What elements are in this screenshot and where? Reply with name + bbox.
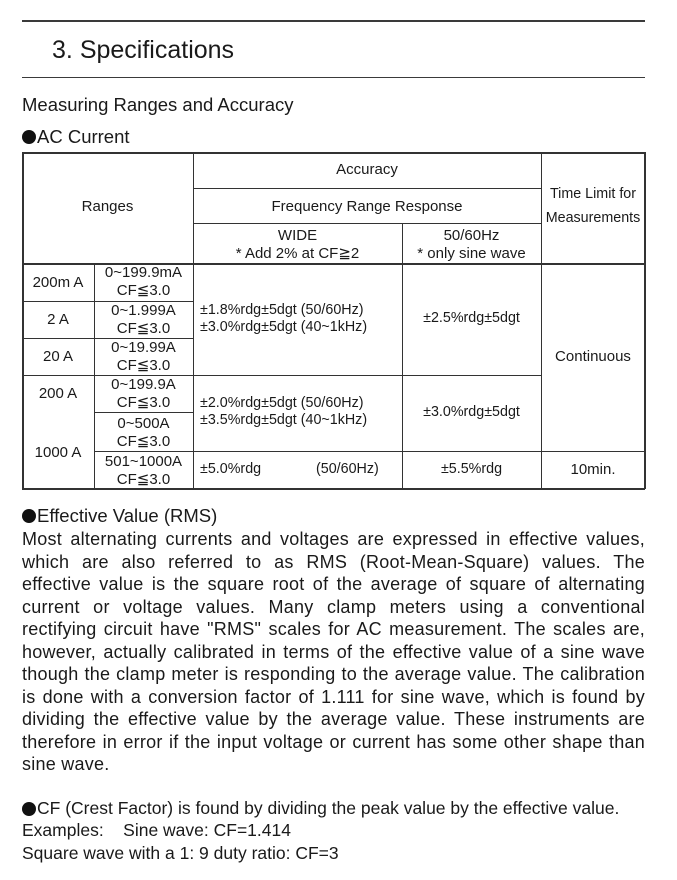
table-vline-wide [402,223,403,489]
ac-current-table [22,152,645,489]
example-sine-wave: Sine wave: CF=1.414 [123,820,291,840]
crest-factor-definition: is found by dividing the peak value by the effective value. [173,798,620,818]
sub-range-cf: CF≦3.0 [116,357,171,374]
header-wide-note: * Add 2% at CF≧2 [235,245,360,262]
accuracy-wide-line1: ±1.8%rdg±5dgt (50/60Hz) [200,302,364,318]
accuracy-wide-line2: ±3.0%rdg±5dgt (40~1kHz) [200,319,368,335]
table-line-row5 [94,451,645,452]
subheading: Measuring Ranges and Accuracy [22,94,294,115]
crest-factor-line [22,798,619,819]
example-square-wave: Square wave with a 1: 9 duty ratio: CF=3 [22,843,339,863]
effective-value-paragraph: Most alternating currents and voltages are expressed in effective values, which are also referred to as RMS (Root-Mean-Square) values. The effective value is the square root of the average of square of alternating current or voltage values. Many clamp meters using a conventional rectifying circuit have "RMS" scales for AC measurement. The scales are, however, actually calibrated in terms of the effective value of a sine wave though the clamp meter is responding to the average value. The calibration is done with a conversion factor of 1.111 for sine wave, which is found by dividing the effective value by the average value. These instruments are therefore in error if the input voltage or current has some other shape than sine wave. [22,529,645,774]
sub-range-cf: CF≦3.0 [116,282,171,299]
sub-range: 0~500A [117,415,170,432]
section-title-text: Specifications [79,36,235,64]
crest-factor-term: CF (Crest Factor) [37,798,174,818]
title-rule-bottom [22,77,645,78]
header-time-limit-line2: Measurements [545,210,641,226]
accuracy-hz: ±2.5%rdg±5dgt [423,310,520,326]
sub-range-cf: CF≦3.0 [116,471,171,488]
sub-range-cf: CF≦3.0 [116,394,171,411]
range-label: 1000 A [34,444,82,461]
range-label: 200 A [38,385,78,402]
range-label: 200m A [32,274,84,291]
sub-range: 0~199.9mA [104,264,183,281]
section-number: 3. [52,36,73,64]
bullet-icon [22,509,36,523]
sub-range-cf: CF≦3.0 [116,433,171,450]
ac-current-heading [22,126,130,148]
bullet-icon [22,130,36,144]
accuracy-hz: ±3.0%rdg±5dgt [423,404,520,420]
header-wide: WIDE [277,227,318,244]
time-limit-last: 10min. [570,461,616,478]
table-border-top [22,152,645,154]
header-hz-note: * only sine wave [417,245,526,262]
table-line-row4 [94,412,193,413]
accuracy-wide-line2: ±3.5%rdg±5dgt (40~1kHz) [200,412,368,428]
header-50-60hz: 50/60Hz [443,227,500,244]
accuracy-wide-line1: ±2.0%rdg±5dgt (50/60Hz) [200,395,364,411]
ac-current-heading-text: AC Current [37,126,130,147]
table-line-frequency [193,223,541,224]
sub-range: 0~19.99A [111,339,176,356]
table-line-accuracy [193,188,541,189]
accuracy-last-wide-freq: (50/60Hz) [316,461,379,477]
examples-label: Examples: [22,820,104,840]
sub-range-cf: CF≦3.0 [116,320,171,337]
examples-line [22,820,291,841]
title-rule-top [22,20,645,22]
header-accuracy: Accuracy [336,161,398,178]
range-label: 2 A [47,311,69,328]
header-frequency-range-response: Frequency Range Response [271,198,463,215]
header-time-limit-line1: Time Limit for [549,186,637,202]
sub-range: 0~199.9A [111,376,176,393]
effective-value-heading [22,505,217,527]
bullet-icon [22,802,36,816]
time-continuous: Continuous [555,348,631,365]
section-title [52,36,234,65]
sub-range: 0~1.999A [111,302,176,319]
sub-range: 501~1000A [104,453,183,470]
range-label: 20 A [42,348,74,365]
effective-value-heading-text: Effective Value (RMS) [37,505,218,526]
accuracy-last-hz: ±5.5%rdg [440,461,503,477]
header-ranges: Ranges [81,198,134,215]
accuracy-last-wide: ±5.0%rdg [200,461,262,477]
table-border-bottom [22,488,645,490]
